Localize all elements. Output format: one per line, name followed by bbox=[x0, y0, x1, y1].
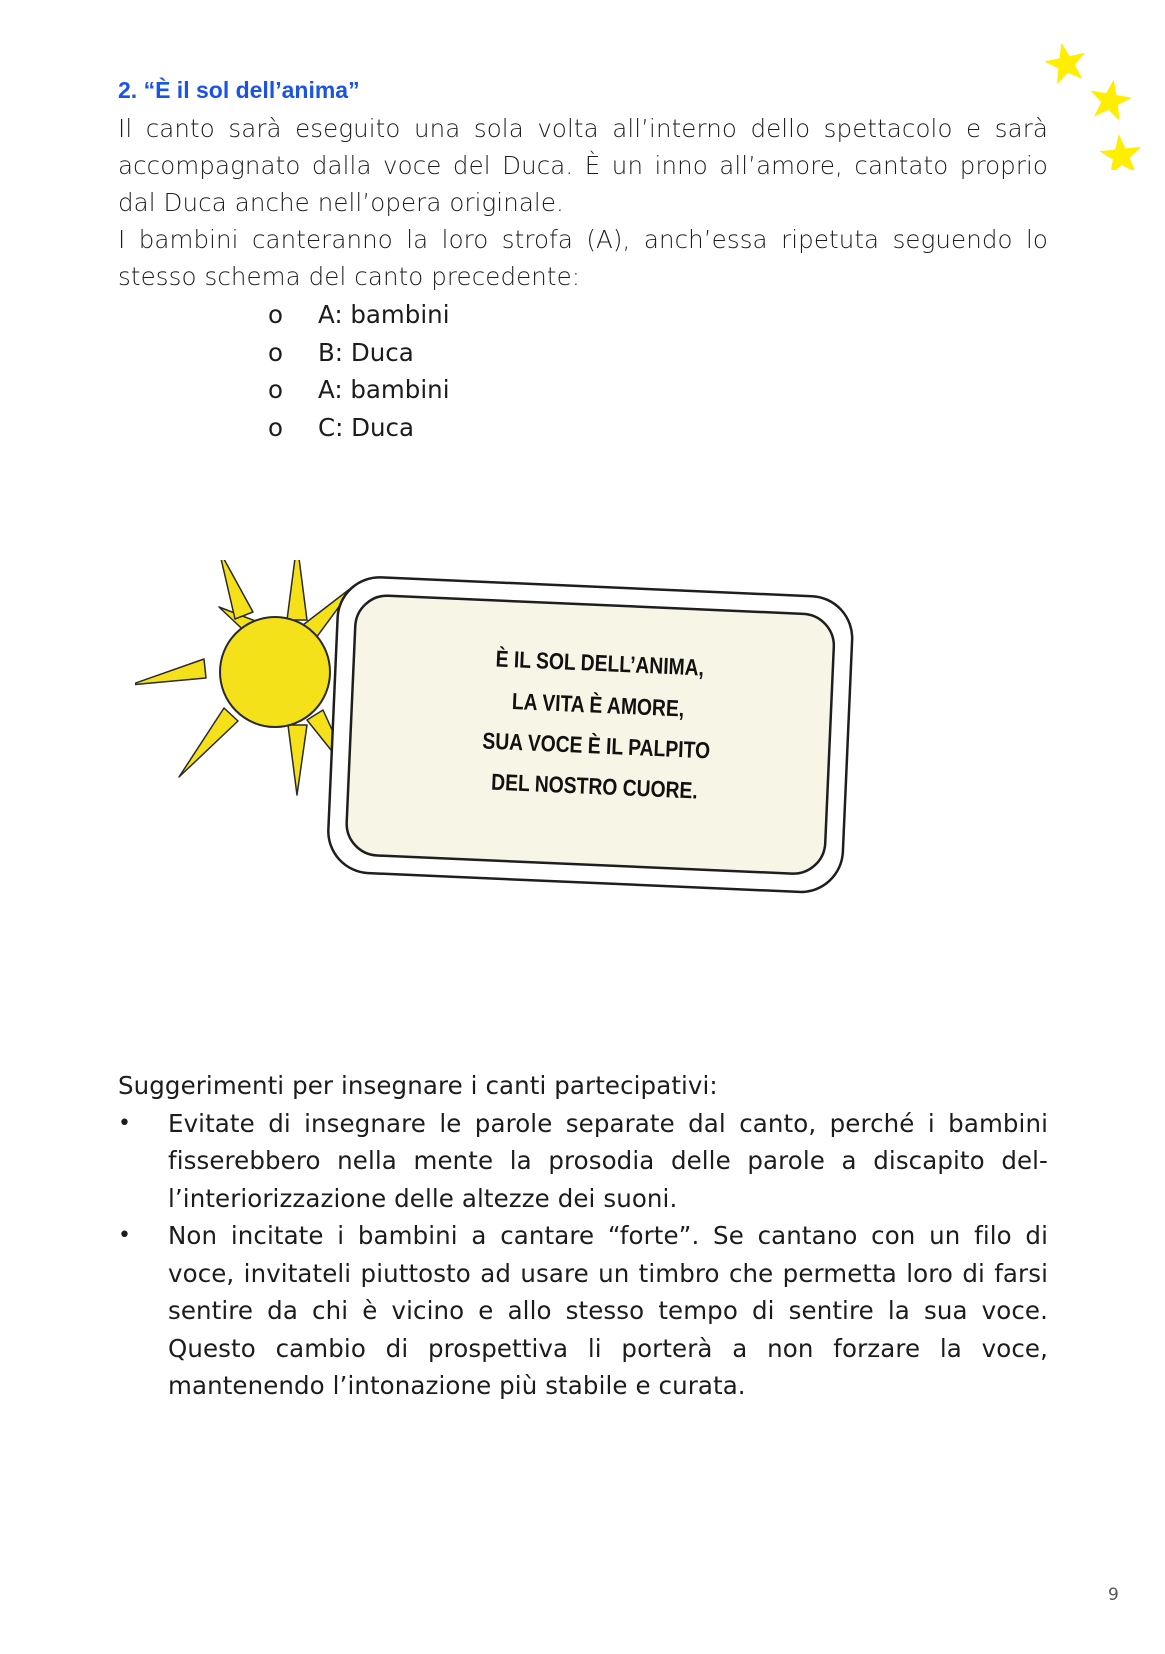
scheme-item-text: A: bambini bbox=[318, 300, 450, 329]
teaching-tips bbox=[118, 1067, 1048, 1405]
lyrics-card bbox=[327, 576, 854, 894]
bullet-icon: • bbox=[118, 1223, 132, 1248]
sun-icon bbox=[135, 560, 355, 795]
tip-text: Evitate di insegnare le parole separate dal canto, perché i bambini fisserebbero nella mente la prosodia delle parole a discapito del-l’interiorizzazione delle altezze dei suoni. bbox=[168, 1108, 1048, 1213]
scheme-marker: o bbox=[268, 412, 283, 442]
scheme-item bbox=[268, 296, 450, 334]
scheme-item bbox=[268, 409, 450, 447]
tip-item bbox=[118, 1217, 1048, 1405]
scheme-item bbox=[268, 334, 450, 372]
tips-list bbox=[118, 1105, 1048, 1405]
stars-decoration bbox=[1040, 20, 1165, 170]
scheme-marker: o bbox=[268, 375, 283, 404]
scheme-marker: o bbox=[268, 337, 283, 367]
intro-paragraph: Il canto sarà eseguito una sola volta all’interno dello spettacolo e sarà accompagnato dalla voce del Duca. È un inno all’amore, cantato proprio dal Duca anche nell’opera originale. bbox=[118, 114, 1048, 217]
lyrics-line: LA VITA È AMORE, bbox=[511, 688, 685, 722]
section-intro bbox=[118, 110, 1048, 295]
tips-intro: Suggerimenti per insegnare i canti partecipativi: bbox=[118, 1071, 718, 1100]
page-number: 9 bbox=[1108, 1585, 1119, 1605]
scheme-item bbox=[268, 371, 450, 409]
lyrics-line: È IL SOL DELL’ANIMA, bbox=[495, 645, 705, 681]
scheme-item-text: A: bambini bbox=[318, 375, 450, 404]
star-icon bbox=[1040, 20, 1043, 38]
intro-paragraph: I bambini canteranno la loro strofa (A), anch’essa ripetuta seguendo lo stesso schema del canto precedente: bbox=[118, 225, 1048, 291]
star-icon bbox=[1041, 38, 1090, 86]
song-scheme-list bbox=[268, 296, 450, 446]
section-title: 2. “È il sol dell’anima” bbox=[118, 77, 360, 103]
scheme-item-text: B: Duca bbox=[318, 337, 414, 367]
bullet-icon: • bbox=[118, 1110, 132, 1136]
tip-text: Non incitate i bambini a cantare “forte”. Se cantano con un filo di voce, invitateli piuttosto ad usare un timbro che permetta loro di farsi sentire da chi è vicino e allo stesso tempo di sentire la sua voce. Questo cambio di prospettiva li porterà a non forzare la voce, mantenendo l’intonazione più stabile e curata. bbox=[168, 1221, 1048, 1400]
star-icon bbox=[1098, 132, 1144, 170]
lyrics-line: SUA VOCE È IL PALPITO bbox=[481, 727, 711, 764]
star-icon bbox=[1086, 76, 1134, 123]
scheme-marker: o bbox=[268, 300, 283, 329]
lyrics-line: DEL NOSTRO CUORE. bbox=[490, 768, 699, 805]
tip-item bbox=[118, 1105, 1048, 1218]
lyrics-illustration bbox=[135, 560, 910, 960]
scheme-item-text: C: Duca bbox=[318, 412, 415, 442]
